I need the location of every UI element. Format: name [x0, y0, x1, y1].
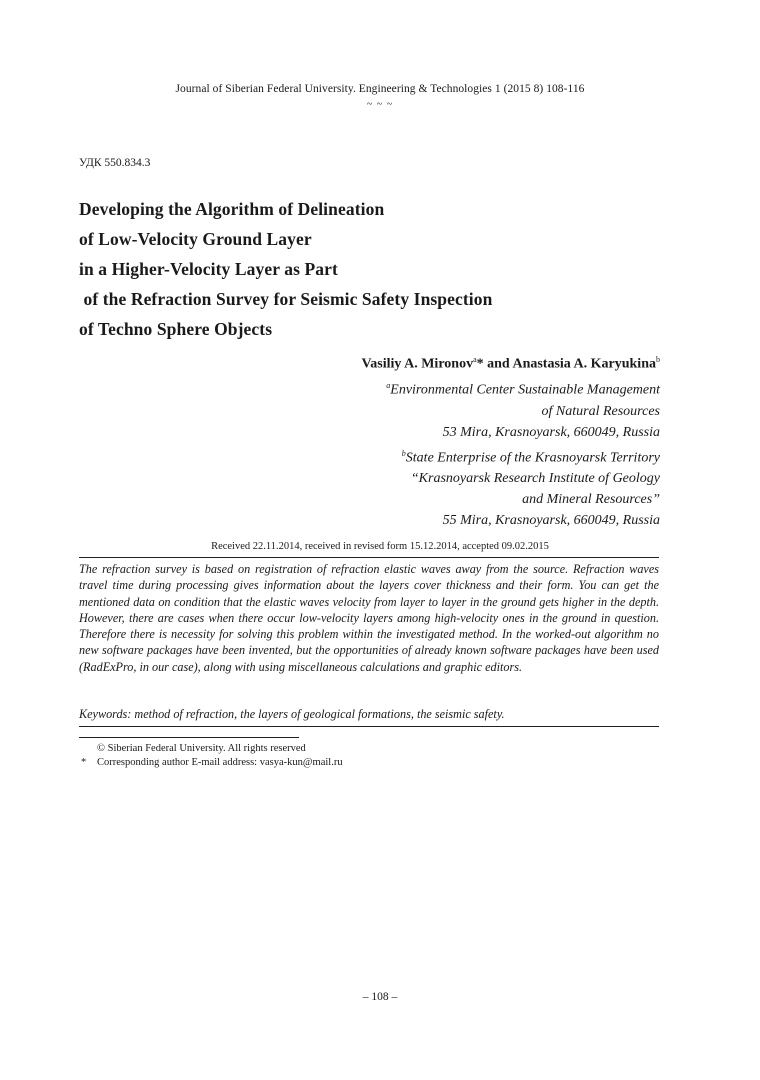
affiliation-b: [240, 443, 660, 469]
authors-line: [361, 355, 660, 373]
affiliation-text: and Mineral Resources”: [522, 492, 660, 508]
author-name: Vasiliy A. Mironov: [361, 356, 474, 372]
article-title: [79, 194, 679, 344]
title-line: of Techno Sphere Objects: [79, 319, 273, 339]
affiliation-marker: a: [473, 355, 477, 364]
affiliation-text: State Enterprise of the Krasnoyarsk Territory: [405, 450, 660, 466]
abstract-text: The refraction survey is based on registration of refraction elastic waves away from the source. Refraction waves travel time during processing gives information about the layers cover thickness and their form. You can get the mentioned data on condition that the elastic waves velocity from layer to layer in the ground gets higher in the depth. However, there are cases when there occur low-velocity layers among high-velocity ones in the ground in question. Therefore there is necessity for solving this problem within the investigated method. In the worked-out algorithm no new software packages have been invented, but the opportunities of already known software packages have been used (RadExPro, in our case), along with using miscellaneous calculations and graphic editors.: [79, 562, 659, 674]
udk-code: УДК 550.834.3: [79, 157, 151, 169]
affiliation-text: Environmental Center Sustainable Management: [390, 382, 660, 398]
affiliation-marker: b: [656, 355, 660, 364]
author-name: Anastasia A. Karyukina: [512, 356, 656, 372]
affiliation-text: of Natural Resources: [541, 403, 660, 419]
affiliation-text: “Krasnoyarsk Research Institute of Geology: [410, 471, 660, 487]
corresponding-author-footnote: Corresponding author E-mail address: vasya-kun@mail.ru: [97, 757, 343, 768]
abstract-top-rule: [79, 557, 659, 558]
copyright-footnote: © Siberian Federal University. All rights reserved: [97, 743, 306, 754]
footnote-marker: *: [81, 757, 87, 768]
abstract-bottom-rule: [79, 726, 659, 727]
affiliation-address: 53 Mira, Krasnoyarsk, 660049, Russia: [442, 424, 660, 440]
affiliation-marker: b: [401, 448, 406, 458]
header-separator: ~ ~ ~: [366, 99, 394, 110]
title-line: of the Refraction Survey for Seismic Safety Inspection: [79, 289, 493, 309]
footnote-rule: [79, 737, 299, 738]
title-line: Developing the Algorithm of Delineation: [79, 199, 385, 219]
keywords: Keywords: method of refraction, the layers of geological formations, the seismic safety.: [79, 707, 505, 721]
page-number: – 108 –: [362, 991, 398, 1003]
journal-header: Journal of Siberian Federal University. Engineering & Technologies 1 (2015 8) 108-116: [175, 83, 585, 95]
title-line: of Low-Velocity Ground Layer: [79, 229, 312, 249]
author-joiner: and: [483, 356, 513, 372]
title-line: in a Higher-Velocity Layer as Part: [79, 259, 338, 279]
received-dates: Received 22.11.2014, received in revised form 15.12.2014, accepted 09.02.2015: [211, 541, 549, 552]
affiliations: [240, 375, 660, 531]
affiliation-marker: a: [386, 381, 391, 390]
corresponding-marker: *: [476, 356, 484, 372]
affiliation-address: 55 Mira, Krasnoyarsk, 660049, Russia: [442, 513, 660, 529]
affiliation-a: [240, 375, 660, 401]
